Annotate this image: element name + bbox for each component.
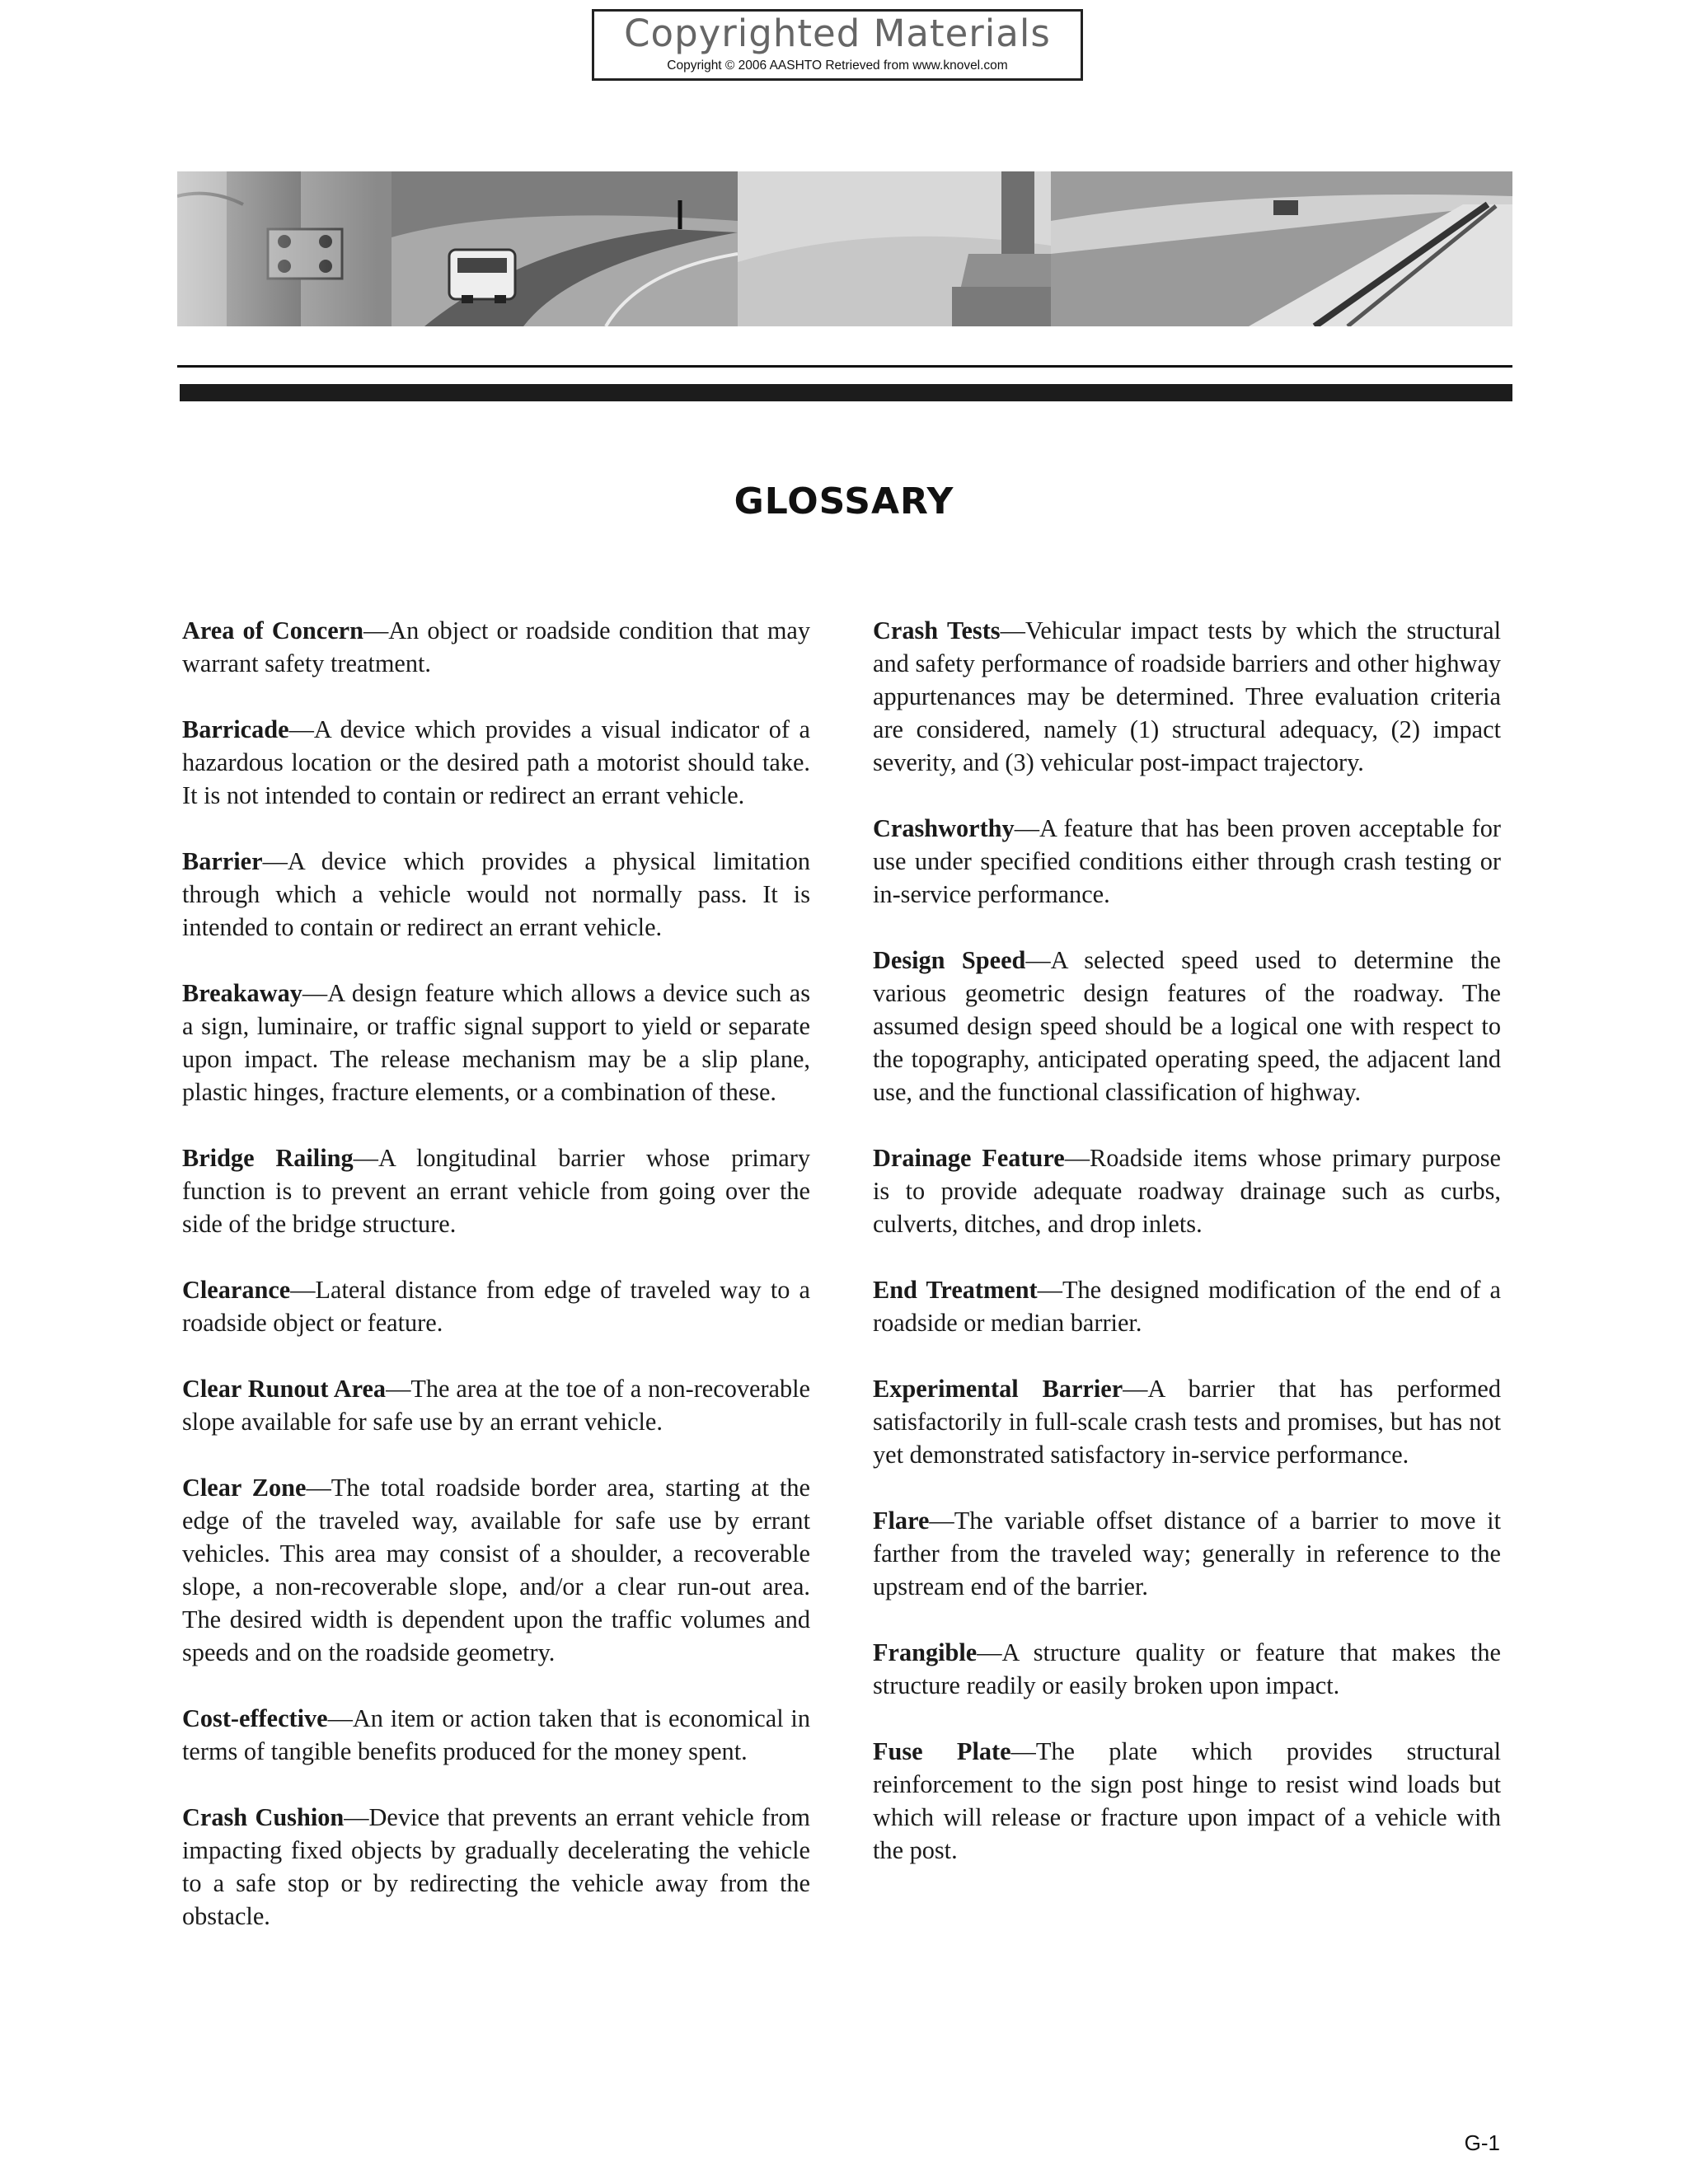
glossary-entry — [873, 1273, 1501, 1339]
glossary-entry — [873, 1636, 1501, 1702]
glossary-term: Area of Concern — [182, 616, 363, 644]
glossary-entry — [182, 977, 810, 1108]
copyright-watermark — [592, 9, 1083, 81]
glossary-entry — [182, 1141, 810, 1240]
glossary-right-column — [873, 614, 1501, 1900]
glossary-left-column — [182, 614, 810, 1966]
glossary-entry — [182, 1273, 810, 1339]
glossary-entry — [873, 812, 1501, 911]
glossary-definition: —A longitudinal barrier whose primary function is to prevent an errant vehicle from going over the side of the bridge structure. — [182, 1144, 810, 1238]
glossary-term: Crash Cushion — [182, 1803, 345, 1831]
glossary-definition: —The variable offset distance of a barrier to move it farther from the traveled way; generally in reference to the upstream end of the barrier. — [873, 1507, 1501, 1601]
glossary-entry — [182, 1801, 810, 1933]
glossary-term: Design Speed — [873, 946, 1026, 974]
glossary-term: Bridge Railing — [182, 1144, 354, 1172]
glossary-term: Crash Tests — [873, 616, 1001, 644]
glossary-definition: —Roadside items whose primary purpose is to provide adequate roadway drainage such as curbs, culverts, ditches, and drop inlets. — [873, 1144, 1501, 1238]
glossary-definition: —Device that prevents an errant vehicle from impacting fixed objects by gradually decelerating the vehicle to a safe stop or by redirecting the vehicle away from the obstacle. — [182, 1803, 810, 1930]
glossary-definition: —An item or action taken that is economical in terms of tangible benefits produced for the money spent. — [182, 1704, 810, 1765]
glossary-term: Cost-effective — [182, 1704, 328, 1732]
glossary-term: Drainage Feature — [873, 1144, 1065, 1172]
glossary-entry — [873, 1504, 1501, 1603]
glossary-entry — [873, 1141, 1501, 1240]
glossary-definition: —Lateral distance from edge of traveled way to a roadside object or feature. — [182, 1276, 810, 1337]
glossary-term: Clear Zone — [182, 1474, 307, 1502]
glossary-definition: —A device which provides a physical limitation through which a vehicle would not normally pass. It is intended to contain or redirect an errant vehicle. — [182, 847, 810, 941]
glossary-term: Barricade — [182, 715, 289, 743]
glossary-definition: —A feature that has been proven acceptable for use under specified conditions either through crash testing or in-service performance. — [873, 814, 1501, 908]
watermark-title: Copyrighted Materials — [624, 12, 1051, 55]
glossary-definition: —The total roadside border area, starting at the edge of the traveled way, available for safe use by errant vehicles. This area may consist of a shoulder, a recoverable slope, a non-recoverable slope, and/or a clear run-out area. The desired width is dependent upon the traffic volumes and speeds and on the roadside geometry. — [182, 1474, 810, 1666]
glossary-entry — [182, 614, 810, 680]
glossary-entry — [873, 1372, 1501, 1471]
glossary-term: Barrier — [182, 847, 263, 875]
glossary-term: Breakaway — [182, 979, 302, 1007]
glossary-term: End Treatment — [873, 1276, 1038, 1304]
glossary-term: Frangible — [873, 1638, 978, 1666]
glossary-definition: —The plate which provides structural reinforcement to the sign post hinge to resist wind loads but which will release or fracture upon impact of a vehicle with the post. — [873, 1737, 1501, 1864]
glossary-entry — [873, 1735, 1501, 1867]
glossary-entry — [873, 944, 1501, 1108]
glossary-definition: —A device which provides a visual indicator of a hazardous location or the desired path a motorist should take. It is not intended to contain or redirect an errant vehicle. — [182, 715, 810, 809]
glossary-term: Clear Runout Area — [182, 1375, 387, 1403]
glossary-definition: —Vehicular impact tests by which the structural and safety performance of roadside barriers and other highway appurtenances may be determined. Three evaluation criteria are considered, namely (1) structural adequacy, (2) impact severity, and (3) vehicular post-impact trajectory. — [873, 616, 1501, 776]
glossary-definition: —The area at the toe of a non-recoverable slope available for safe use by an errant vehicle. — [182, 1375, 810, 1436]
glossary-entry — [182, 1702, 810, 1768]
page-title: GLOSSARY — [734, 480, 954, 523]
glossary-term: Crashworthy — [873, 814, 1015, 842]
glossary-definition: —The designed modification of the end of a roadside or median barrier. — [873, 1276, 1501, 1337]
glossary-entry — [182, 845, 810, 944]
glossary-definition: —An object or roadside condition that may warrant safety treatment. — [182, 616, 810, 677]
glossary-term: Fuse Plate — [873, 1737, 1011, 1765]
glossary-definition: —A structure quality or feature that makes the structure readily or easily broken upon impact. — [873, 1638, 1501, 1699]
glossary-term: Clearance — [182, 1276, 291, 1304]
glossary-entry — [873, 614, 1501, 779]
glossary-definition: —A selected speed used to determine the various geometric design features of the roadway. The assumed design speed should be a logical one with respect to the topography, anticipated operating speed, the adjacent land use, and the functional classification of highway. — [873, 946, 1501, 1106]
glossary-definition: —A design feature which allows a device such as a sign, luminaire, or traffic signal support to yield or separate upon impact. The release mechanism may be a slip plane, plastic hinges, fracture elements, or a combination of these. — [182, 979, 810, 1106]
glossary-term: Flare — [873, 1507, 930, 1535]
roadside-photo-collage-icon — [177, 171, 1512, 326]
watermark-subtitle: Copyright © 2006 AASHTO Retrieved from www.knovel.com — [667, 59, 1008, 73]
glossary-entry — [182, 1372, 810, 1438]
header-rule-thin — [177, 365, 1512, 368]
glossary-definition: —A barrier that has performed satisfactorily in full-scale crash tests and promises, but has not yet demonstrated satisfactory in-service performance. — [873, 1375, 1501, 1469]
glossary-entry — [182, 713, 810, 812]
page-number: G-1 — [1464, 2130, 1500, 2155]
glossary-term: Experimental Barrier — [873, 1375, 1123, 1403]
glossary-entry — [182, 1471, 810, 1669]
header-rule-thick — [180, 384, 1512, 401]
